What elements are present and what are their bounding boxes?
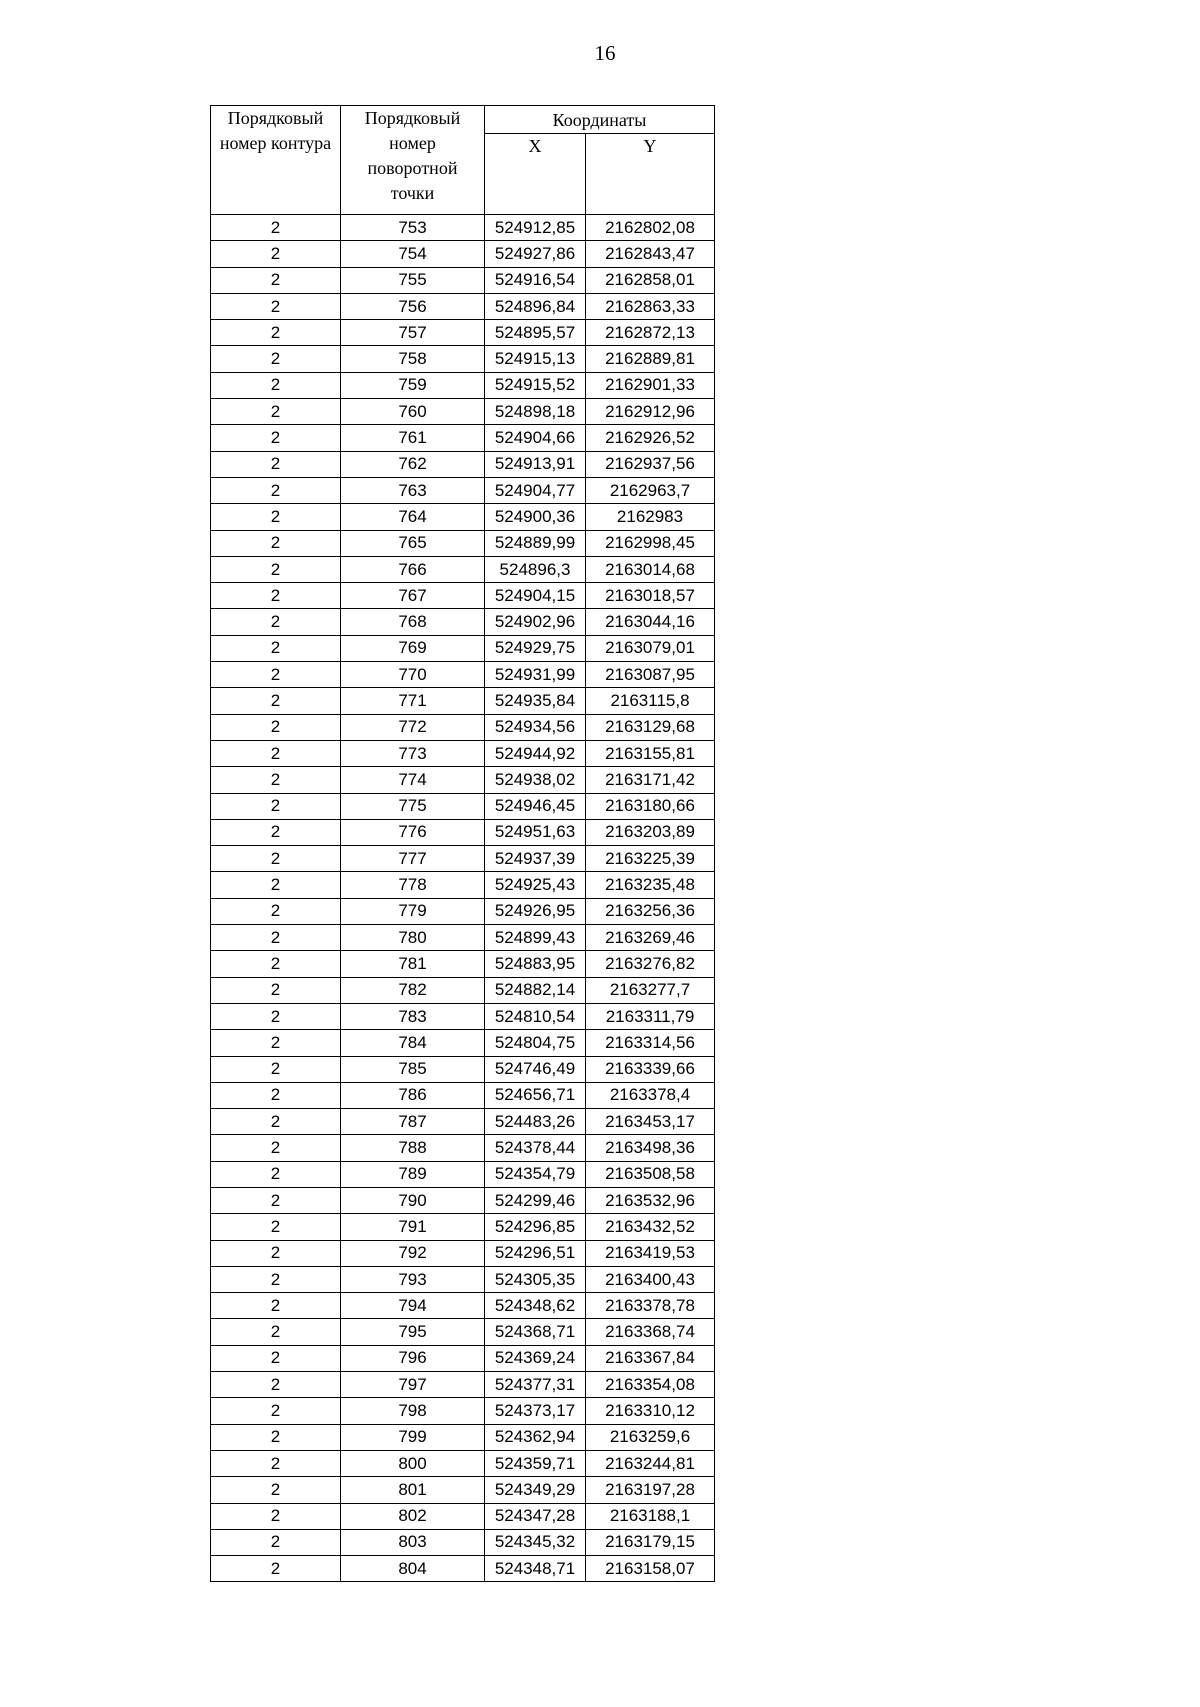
cell-contour-number: 2 (211, 1082, 341, 1108)
cell-contour-number: 2 (211, 846, 341, 872)
cell-point-number: 772 (341, 714, 485, 740)
cell-point-number: 775 (341, 793, 485, 819)
cell-point-number: 767 (341, 583, 485, 609)
cell-y: 2163432,52 (586, 1214, 715, 1240)
cell-x: 524896,84 (485, 293, 586, 319)
cell-point-number: 789 (341, 1161, 485, 1187)
cell-y: 2163354,08 (586, 1372, 715, 1398)
cell-contour-number: 2 (211, 1214, 341, 1240)
cell-x: 524354,79 (485, 1161, 586, 1187)
cell-contour-number: 2 (211, 767, 341, 793)
cell-contour-number: 2 (211, 688, 341, 714)
cell-y: 2163180,66 (586, 793, 715, 819)
cell-contour-number: 2 (211, 1424, 341, 1450)
cell-x: 524934,56 (485, 714, 586, 740)
cell-x: 524359,71 (485, 1450, 586, 1476)
cell-x: 524931,99 (485, 662, 586, 688)
cell-contour-number: 2 (211, 1135, 341, 1161)
cell-contour-number: 2 (211, 898, 341, 924)
cell-x: 524938,02 (485, 767, 586, 793)
table-row (211, 846, 715, 872)
cell-contour-number: 2 (211, 346, 341, 372)
cell-x: 524483,26 (485, 1109, 586, 1135)
cell-y: 2163018,57 (586, 583, 715, 609)
table-row (211, 688, 715, 714)
cell-x: 524804,75 (485, 1030, 586, 1056)
table-row (211, 1266, 715, 1292)
cell-point-number: 768 (341, 609, 485, 635)
cell-point-number: 756 (341, 293, 485, 319)
cell-contour-number: 2 (211, 556, 341, 582)
cell-y: 2162802,08 (586, 215, 715, 241)
cell-point-number: 800 (341, 1450, 485, 1476)
table-row (211, 1398, 715, 1424)
cell-contour-number: 2 (211, 1293, 341, 1319)
cell-point-number: 801 (341, 1477, 485, 1503)
cell-point-number: 765 (341, 530, 485, 556)
cell-y: 2163311,79 (586, 1003, 715, 1029)
cell-y: 2163277,7 (586, 977, 715, 1003)
cell-point-number: 779 (341, 898, 485, 924)
cell-contour-number: 2 (211, 215, 341, 241)
cell-point-number: 762 (341, 451, 485, 477)
cell-y: 2163188,1 (586, 1503, 715, 1529)
cell-x: 524348,71 (485, 1556, 586, 1582)
cell-point-number: 754 (341, 241, 485, 267)
cell-contour-number: 2 (211, 1503, 341, 1529)
table-header (211, 106, 715, 215)
cell-y: 2163367,84 (586, 1345, 715, 1371)
table-row (211, 346, 715, 372)
table-row (211, 740, 715, 766)
cell-contour-number: 2 (211, 241, 341, 267)
cell-contour-number: 2 (211, 1319, 341, 1345)
table-row (211, 898, 715, 924)
table-row (211, 372, 715, 398)
cell-y: 2163014,68 (586, 556, 715, 582)
cell-y: 2163158,07 (586, 1556, 715, 1582)
cell-x: 524895,57 (485, 320, 586, 346)
cell-y: 2162901,33 (586, 372, 715, 398)
table-row (211, 1345, 715, 1371)
cell-x: 524899,43 (485, 925, 586, 951)
cell-y: 2163378,4 (586, 1082, 715, 1108)
cell-contour-number: 2 (211, 293, 341, 319)
cell-y: 2162963,7 (586, 477, 715, 503)
cell-contour-number: 2 (211, 1345, 341, 1371)
cell-y: 2163079,01 (586, 635, 715, 661)
table-row (211, 1187, 715, 1213)
cell-point-number: 783 (341, 1003, 485, 1029)
cell-y: 2163087,95 (586, 662, 715, 688)
cell-contour-number: 2 (211, 504, 341, 530)
cell-contour-number: 2 (211, 662, 341, 688)
table-row (211, 1319, 715, 1345)
cell-x: 524904,77 (485, 477, 586, 503)
cell-point-number: 793 (341, 1266, 485, 1292)
cell-point-number: 785 (341, 1056, 485, 1082)
cell-contour-number: 2 (211, 740, 341, 766)
table-row (211, 977, 715, 1003)
cell-point-number: 753 (341, 215, 485, 241)
table-row (211, 1030, 715, 1056)
cell-y: 2163115,8 (586, 688, 715, 714)
header-row (211, 106, 715, 134)
cell-contour-number: 2 (211, 1056, 341, 1082)
table-row (211, 267, 715, 293)
cell-point-number: 755 (341, 267, 485, 293)
table-row (211, 1450, 715, 1476)
table-row (211, 1556, 715, 1582)
cell-x: 524369,24 (485, 1345, 586, 1371)
table-row (211, 1082, 715, 1108)
cell-y: 2162858,01 (586, 267, 715, 293)
cell-y: 2163368,74 (586, 1319, 715, 1345)
table-row (211, 241, 715, 267)
cell-y: 2163203,89 (586, 819, 715, 845)
table-row (211, 583, 715, 609)
cell-point-number: 766 (341, 556, 485, 582)
cell-contour-number: 2 (211, 609, 341, 635)
cell-point-number: 797 (341, 1372, 485, 1398)
cell-y: 2163419,53 (586, 1240, 715, 1266)
cell-contour-number: 2 (211, 1556, 341, 1582)
coordinates-table (210, 105, 715, 1582)
cell-y: 2162926,52 (586, 425, 715, 451)
cell-contour-number: 2 (211, 477, 341, 503)
table-row (211, 662, 715, 688)
table-row (211, 1214, 715, 1240)
cell-point-number: 787 (341, 1109, 485, 1135)
table-row (211, 399, 715, 425)
table-row (211, 1293, 715, 1319)
cell-contour-number: 2 (211, 635, 341, 661)
cell-x: 524904,15 (485, 583, 586, 609)
cell-y: 2163155,81 (586, 740, 715, 766)
cell-x: 524912,85 (485, 215, 586, 241)
cell-contour-number: 2 (211, 1529, 341, 1555)
table-row (211, 556, 715, 582)
cell-y: 2163259,6 (586, 1424, 715, 1450)
cell-point-number: 757 (341, 320, 485, 346)
cell-y: 2163129,68 (586, 714, 715, 740)
cell-point-number: 770 (341, 662, 485, 688)
cell-point-number: 782 (341, 977, 485, 1003)
cell-x: 524896,3 (485, 556, 586, 582)
cell-point-number: 781 (341, 951, 485, 977)
table-row (211, 425, 715, 451)
cell-point-number: 788 (341, 1135, 485, 1161)
cell-point-number: 802 (341, 1503, 485, 1529)
cell-y: 2163339,66 (586, 1056, 715, 1082)
cell-x: 524898,18 (485, 399, 586, 425)
cell-point-number: 799 (341, 1424, 485, 1450)
cell-contour-number: 2 (211, 925, 341, 951)
cell-contour-number: 2 (211, 1030, 341, 1056)
cell-contour-number: 2 (211, 372, 341, 398)
cell-contour-number: 2 (211, 530, 341, 556)
cell-y: 2163310,12 (586, 1398, 715, 1424)
cell-point-number: 796 (341, 1345, 485, 1371)
cell-point-number: 774 (341, 767, 485, 793)
cell-x: 524889,99 (485, 530, 586, 556)
cell-contour-number: 2 (211, 1161, 341, 1187)
cell-x: 524902,96 (485, 609, 586, 635)
table-row (211, 793, 715, 819)
cell-x: 524296,51 (485, 1240, 586, 1266)
cell-x: 524946,45 (485, 793, 586, 819)
cell-point-number: 792 (341, 1240, 485, 1266)
table-row (211, 1109, 715, 1135)
cell-y: 2162889,81 (586, 346, 715, 372)
cell-contour-number: 2 (211, 872, 341, 898)
cell-point-number: 776 (341, 819, 485, 845)
table-row (211, 1477, 715, 1503)
table-row (211, 215, 715, 241)
cell-contour-number: 2 (211, 1240, 341, 1266)
cell-y: 2163044,16 (586, 609, 715, 635)
table-row (211, 819, 715, 845)
cell-contour-number: 2 (211, 793, 341, 819)
table-row (211, 1240, 715, 1266)
table-row (211, 320, 715, 346)
cell-point-number: 763 (341, 477, 485, 503)
cell-point-number: 761 (341, 425, 485, 451)
cell-y: 2163256,36 (586, 898, 715, 924)
cell-x: 524347,28 (485, 1503, 586, 1529)
cell-y: 2163269,46 (586, 925, 715, 951)
cell-point-number: 777 (341, 846, 485, 872)
cell-x: 524656,71 (485, 1082, 586, 1108)
cell-contour-number: 2 (211, 714, 341, 740)
table-row (211, 451, 715, 477)
cell-y: 2162937,56 (586, 451, 715, 477)
cell-x: 524925,43 (485, 872, 586, 898)
cell-y: 2162863,33 (586, 293, 715, 319)
cell-x: 524362,94 (485, 1424, 586, 1450)
cell-contour-number: 2 (211, 951, 341, 977)
cell-y: 2163179,15 (586, 1529, 715, 1555)
cell-contour-number: 2 (211, 1187, 341, 1213)
table-row (211, 635, 715, 661)
cell-x: 524883,95 (485, 951, 586, 977)
cell-x: 524913,91 (485, 451, 586, 477)
cell-x: 524349,29 (485, 1477, 586, 1503)
cell-x: 524377,31 (485, 1372, 586, 1398)
cell-x: 524305,35 (485, 1266, 586, 1292)
cell-y: 2163314,56 (586, 1030, 715, 1056)
cell-point-number: 786 (341, 1082, 485, 1108)
table-row (211, 609, 715, 635)
cell-contour-number: 2 (211, 1450, 341, 1476)
cell-x: 524935,84 (485, 688, 586, 714)
cell-contour-number: 2 (211, 1398, 341, 1424)
cell-x: 524810,54 (485, 1003, 586, 1029)
cell-x: 524915,13 (485, 346, 586, 372)
cell-contour-number: 2 (211, 1266, 341, 1292)
cell-point-number: 784 (341, 1030, 485, 1056)
cell-point-number: 795 (341, 1319, 485, 1345)
table-row (211, 872, 715, 898)
cell-point-number: 794 (341, 1293, 485, 1319)
cell-point-number: 764 (341, 504, 485, 530)
cell-x: 524345,32 (485, 1529, 586, 1555)
cell-y: 2163276,82 (586, 951, 715, 977)
cell-point-number: 790 (341, 1187, 485, 1213)
cell-x: 524915,52 (485, 372, 586, 398)
cell-point-number: 804 (341, 1556, 485, 1582)
cell-x: 524373,17 (485, 1398, 586, 1424)
cell-y: 2162872,13 (586, 320, 715, 346)
cell-y: 2163498,36 (586, 1135, 715, 1161)
cell-contour-number: 2 (211, 1109, 341, 1135)
cell-contour-number: 2 (211, 399, 341, 425)
table-row (211, 1372, 715, 1398)
cell-y: 2163171,42 (586, 767, 715, 793)
cell-contour-number: 2 (211, 819, 341, 845)
cell-x: 524916,54 (485, 267, 586, 293)
cell-contour-number: 2 (211, 1003, 341, 1029)
cell-x: 524368,71 (485, 1319, 586, 1345)
cell-point-number: 803 (341, 1529, 485, 1555)
cell-y: 2163235,48 (586, 872, 715, 898)
table-row (211, 714, 715, 740)
table-row (211, 1529, 715, 1555)
header-y: Y (586, 134, 715, 215)
table-row (211, 293, 715, 319)
cell-x: 524378,44 (485, 1135, 586, 1161)
table-row (211, 1056, 715, 1082)
cell-x: 524882,14 (485, 977, 586, 1003)
header-coordinates: Координаты (485, 106, 715, 134)
cell-point-number: 780 (341, 925, 485, 951)
cell-point-number: 778 (341, 872, 485, 898)
cell-contour-number: 2 (211, 320, 341, 346)
header-point-number: Порядковый номер поворотной точки (341, 106, 485, 215)
cell-contour-number: 2 (211, 977, 341, 1003)
cell-point-number: 760 (341, 399, 485, 425)
table-row (211, 1135, 715, 1161)
cell-x: 524296,85 (485, 1214, 586, 1240)
header-x: X (485, 134, 586, 215)
cell-y: 2162843,47 (586, 241, 715, 267)
table-row (211, 951, 715, 977)
cell-y: 2163532,96 (586, 1187, 715, 1213)
table-row (211, 477, 715, 503)
cell-x: 524746,49 (485, 1056, 586, 1082)
table-body (211, 215, 715, 1582)
cell-y: 2163378,78 (586, 1293, 715, 1319)
cell-y: 2163244,81 (586, 1450, 715, 1476)
cell-y: 2163508,58 (586, 1161, 715, 1187)
table-row (211, 1003, 715, 1029)
cell-contour-number: 2 (211, 425, 341, 451)
cell-point-number: 759 (341, 372, 485, 398)
cell-contour-number: 2 (211, 1477, 341, 1503)
table-row (211, 767, 715, 793)
cell-point-number: 771 (341, 688, 485, 714)
table-row (211, 1503, 715, 1529)
cell-x: 524929,75 (485, 635, 586, 661)
cell-y: 2162998,45 (586, 530, 715, 556)
cell-point-number: 758 (341, 346, 485, 372)
table-row (211, 925, 715, 951)
cell-contour-number: 2 (211, 1372, 341, 1398)
cell-point-number: 773 (341, 740, 485, 766)
cell-x: 524951,63 (485, 819, 586, 845)
cell-x: 524927,86 (485, 241, 586, 267)
cell-point-number: 798 (341, 1398, 485, 1424)
cell-y: 2163225,39 (586, 846, 715, 872)
cell-y: 2162912,96 (586, 399, 715, 425)
table-row (211, 1424, 715, 1450)
cell-y: 2163197,28 (586, 1477, 715, 1503)
table-row (211, 530, 715, 556)
cell-contour-number: 2 (211, 451, 341, 477)
cell-x: 524944,92 (485, 740, 586, 766)
cell-y: 2163400,43 (586, 1266, 715, 1292)
cell-y: 2162983 (586, 504, 715, 530)
cell-x: 524937,39 (485, 846, 586, 872)
cell-contour-number: 2 (211, 583, 341, 609)
cell-x: 524904,66 (485, 425, 586, 451)
cell-point-number: 791 (341, 1214, 485, 1240)
cell-point-number: 769 (341, 635, 485, 661)
cell-contour-number: 2 (211, 267, 341, 293)
cell-x: 524299,46 (485, 1187, 586, 1213)
page-number: 16 (594, 41, 616, 65)
table-row (211, 504, 715, 530)
table-row (211, 1161, 715, 1187)
cell-x: 524348,62 (485, 1293, 586, 1319)
header-contour-number: Порядковый номер контура (211, 106, 341, 215)
cell-x: 524900,36 (485, 504, 586, 530)
cell-x: 524926,95 (485, 898, 586, 924)
cell-y: 2163453,17 (586, 1109, 715, 1135)
